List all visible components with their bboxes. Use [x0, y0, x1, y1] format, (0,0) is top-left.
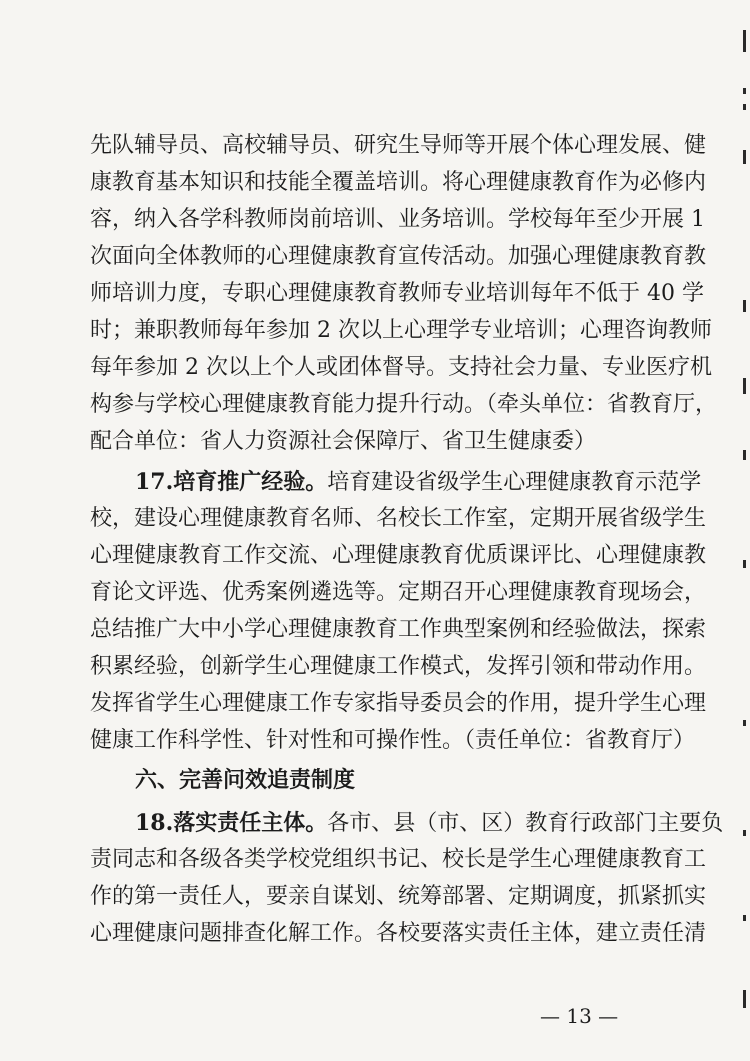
body-line: 康教育基本知识和技能全覆盖培训。将心理健康教育作为必修内: [90, 170, 707, 195]
body-line: 配合单位：省人力资源社会保障厅、省卫生健康委）: [90, 429, 597, 454]
item-18-line: 责同志和各级各类学校党组织书记、校长是学生心理健康教育工: [90, 847, 707, 872]
page-number: — 13 —: [540, 1004, 619, 1028]
item-18-title: 18.落实责任主体。: [135, 810, 328, 836]
item-17-line: 积累经验，创新学生心理健康工作模式，发挥引领和带动作用。: [90, 654, 707, 679]
body-line: 容，纳入各学科教师岗前培训、业务培训。学校每年至少开展 1: [90, 207, 705, 232]
item-18-first-line: [135, 805, 724, 841]
item-17-line: 校，建设心理健康教育名师、名校长工作室，定期开展省级学生: [90, 506, 707, 531]
item-17-line: 育论文评选、优秀案例遴选等。定期召开心理健康教育现场会，: [90, 580, 707, 605]
item-18-line: 心理健康问题排查化解工作。各校要落实责任主体，建立责任清: [90, 921, 707, 946]
body-line: 每年参加 2 次以上个人或团体督导。支持社会力量、专业医疗机: [90, 355, 712, 380]
item-18-text: 各市、县（市、区）教育行政部门主要负: [327, 811, 724, 836]
item-17-line: 心理健康教育工作交流、心理健康教育优质课评比、心理健康教: [90, 543, 707, 568]
body-line: 时；兼职教师每年参加 2 次以上心理学专业培训；心理咨询教师: [90, 318, 712, 343]
body-line: 次面向全体教师的心理健康教育宣传活动。加强心理健康教育教: [90, 244, 707, 269]
scan-edge-marks: [738, 0, 750, 1061]
item-17-line: 发挥省学生心理健康工作专家指导委员会的作用，提升学生心理: [90, 691, 707, 716]
body-line: 构参与学校心理健康教育能力提升行动。（牵头单位：省教育厅，: [90, 392, 718, 417]
section-heading: 六、完善问效追责制度: [135, 767, 356, 793]
item-17-text: 培育建设省级学生心理健康教育示范学: [327, 470, 702, 495]
body-line: 先队辅导员、高校辅导员、研究生导师等开展个体心理发展、健: [90, 133, 707, 158]
item-17-first-line: [135, 464, 702, 500]
item-17-line: 总结推广大中小学心理健康教育工作典型案例和经验做法，探索: [90, 617, 707, 642]
item-17-title: 17.培育推广经验。: [135, 469, 328, 495]
body-line: 师培训力度，专职心理健康教育教师专业培训每年不低于 40 学: [90, 281, 704, 306]
item-17-line: 健康工作科学性、针对性和可操作性。（责任单位：省教育厅）: [90, 728, 696, 753]
item-18-line: 作的第一责任人，要亲自谋划、统筹部署、定期调度，抓紧抓实: [90, 884, 707, 909]
